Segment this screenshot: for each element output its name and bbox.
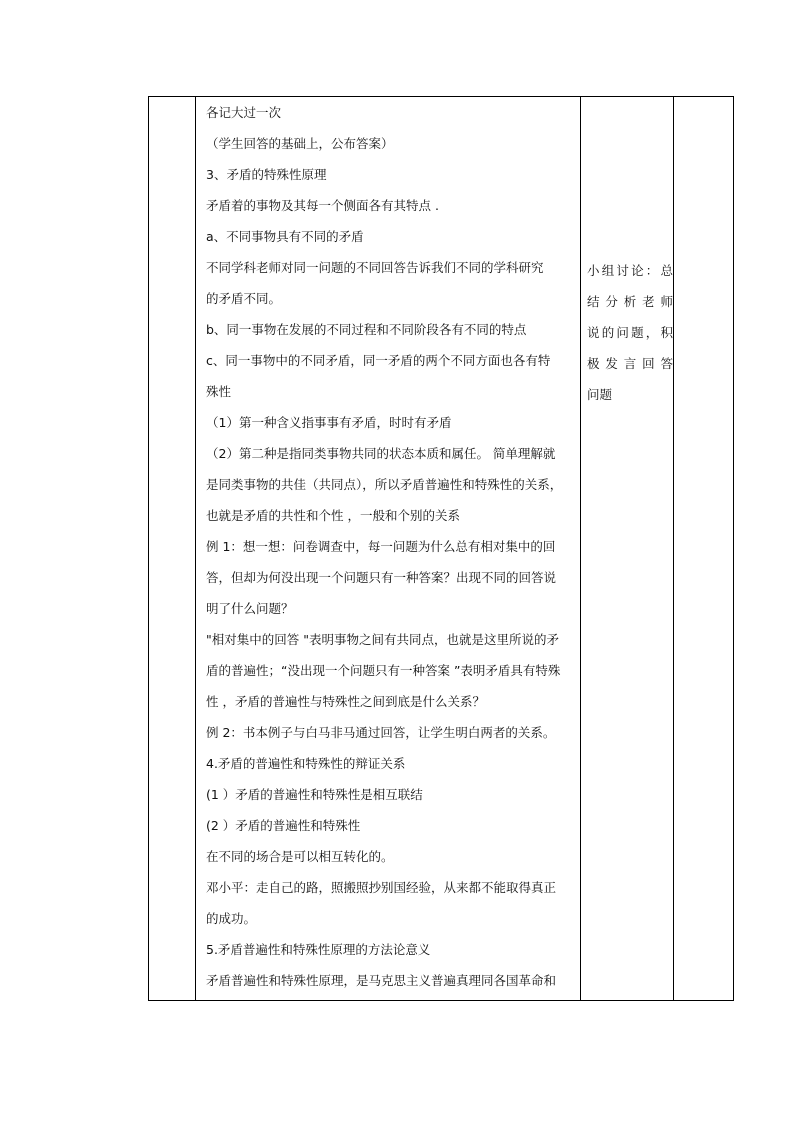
content-line: 5.矛盾普遍性和特殊性原理的方法论意义 [206, 942, 431, 957]
content-line: 各记大过一次 [206, 105, 282, 120]
content-line: 明了什么问题？ [206, 601, 294, 616]
column-divider [673, 97, 674, 1000]
content-line: 性 ，矛盾的普遍性与特殊性之间到底是什么关系？ [206, 694, 485, 709]
content-line: （2）第二种是指同类事物共同的状态本质和属任。 简单理解就 [206, 446, 556, 461]
student-activity-column [587, 255, 673, 410]
teaching-content-column [201, 97, 586, 996]
activity-line: 小组讨论：总 [587, 263, 673, 278]
content-line: 矛盾着的事物及其每一个侧面各有其特点 . [206, 198, 439, 213]
content-line: 盾的普遍性；“没出现一个问题只有一种答案 ”表明矛盾具有特殊 [206, 663, 561, 678]
content-line: 例 2：书本例子与白马非马通过回答，让学生明白两者的关系。 [206, 725, 556, 740]
content-line: 殊性 [206, 384, 232, 399]
activity-line: 极 发 言 回 答 [587, 356, 673, 371]
content-line: 例 1：想一想：问卷调查中，每一问题为什么总有相对集中的回 [206, 539, 556, 554]
content-line: b、同一事物在发展的不同过程和不同阶段各有不同的特点 [206, 322, 527, 337]
content-line: 不同学科老师对同一问题的不同回答告诉我们不同的学科研究 [206, 260, 544, 275]
activity-line: 结 分 析 老 师 [587, 294, 673, 309]
content-line: 在不同的场合是可以相互转化的。 [206, 849, 394, 864]
activity-line: 问题 [587, 387, 613, 402]
activity-line: 说的问题，积 [587, 325, 673, 340]
content-line: (2 ）矛盾的普遍性和特殊性 [206, 818, 361, 833]
content-line: a、不同事物具有不同的矛盾 [206, 229, 364, 244]
column-divider [195, 97, 196, 1000]
content-line: （1）第一种含义指事事有矛盾，时时有矛盾 [206, 415, 452, 430]
content-line: 4.矛盾的普遍性和特殊性的辩证关系 [206, 756, 406, 771]
content-line: "相对集中的回答 "表明事物之间有共同点，也就是这里所说的矛 [206, 632, 559, 647]
content-line: 3、矛盾的特殊性原理 [206, 167, 327, 182]
content-line: 答，但却为何没出现一个问题只有一种答案？出现不同的回答说 [206, 570, 557, 585]
lesson-table [148, 96, 734, 1001]
content-line: 的成功。 [206, 911, 257, 926]
content-line: （学生回答的基础上，公布答案） [206, 136, 394, 151]
content-line: 邓小平：走自己的路，照搬照抄别国经验，从来都不能取得真正 [206, 880, 557, 895]
content-line: (1 ）矛盾的普遍性和特殊性是相互联结 [206, 787, 423, 802]
content-line: 矛盾普遍性和特殊性原理，是马克思主义普遍真理同各国革命和 [206, 973, 557, 988]
content-line: 也就是矛盾的共性和个性 ，一般和个别的关系 [206, 508, 460, 523]
content-line: 的矛盾不同。 [206, 291, 282, 306]
content-line: 是同类事物的共佳（共同点），所以矛盾普遍性和特殊性的关系， [206, 477, 563, 492]
content-line: c、同一事物中的不同矛盾，同一矛盾的两个不同方面也各有特 [206, 353, 551, 368]
